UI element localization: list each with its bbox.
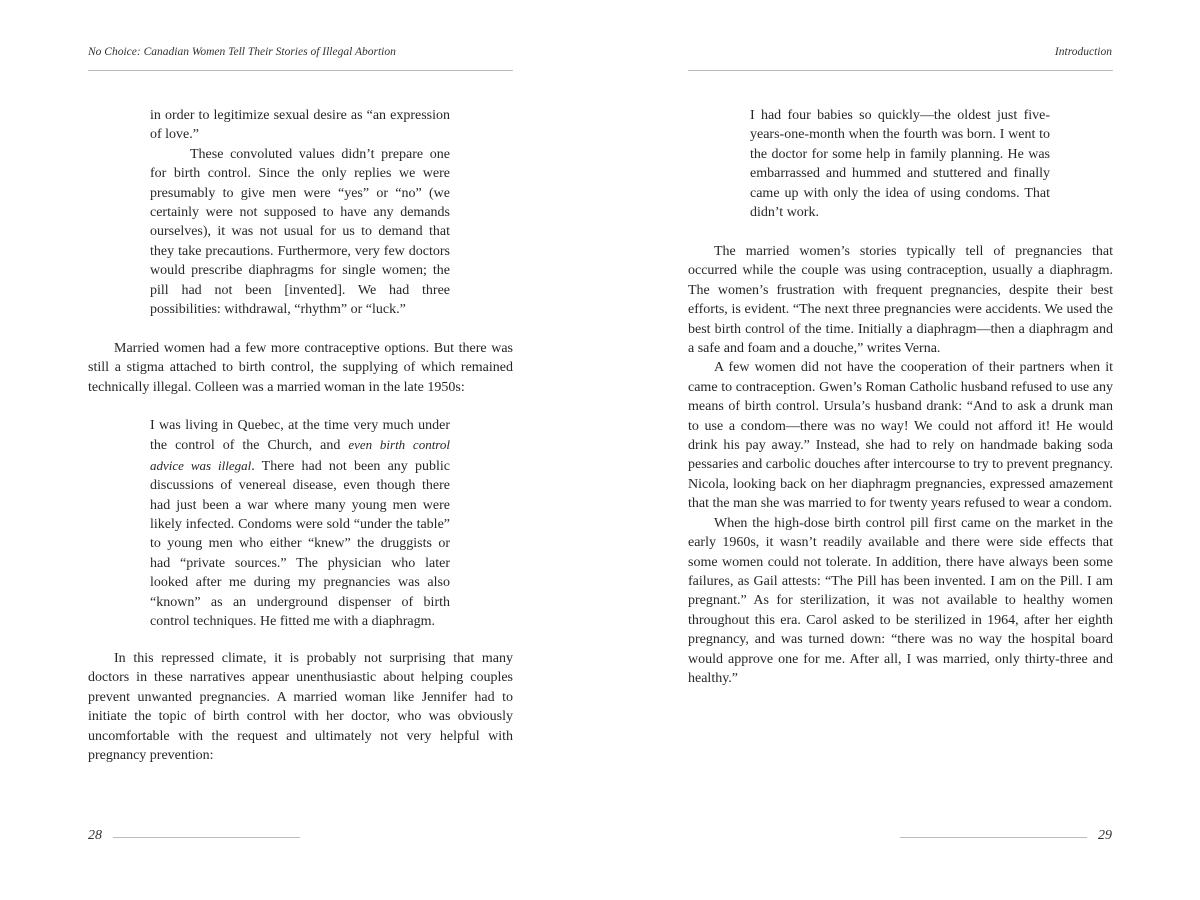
quote-paragraph: These convoluted values didn’t prepare one for birth control. Since the only replies we were presumably to give men were “yes” or “no” (we certainly were not supposed to have any demands ourselves), it was not usual for us to demand that they take precautions. Furthermore, very few doctors would prescribe diaphragms for single women; the pill had not been [invented]. We had three possibilities: withdrawal, “rhythm” or “luck.” — [150, 146, 450, 318]
block-quote — [150, 106, 450, 319]
page-number: 29 — [1098, 828, 1112, 843]
body-paragraph: Married women had a few more contraceptive options. But there was still a stigma attached to birth control, the supplying of which remained technically illegal. Colleen was a married woman in the late 1950s: — [88, 341, 513, 395]
footer-rule — [113, 837, 300, 838]
body-paragraph-block — [88, 649, 513, 765]
page-number: 28 — [88, 828, 102, 843]
body-paragraph-block — [688, 242, 1113, 688]
quote-paragraph — [150, 416, 450, 631]
quote-italic-text: even birth control advice was illegal — [150, 437, 450, 473]
quote-text: I was living in Quebec, at the time very much under the control of the Church, and — [150, 418, 450, 454]
body-paragraph: A few women did not have the cooperation of their partners when it came to contraception. Gwen’s Roman Catholic husband refused to use any means of birth control. Ursula’s husband drank: “And to ask a drunk man to use a condom—there was no way! We could not afford it! He would drink his pay away.” Instead, she had to rely on handmade baking soda pessaries and carbolic douches after intercourse to try to prevent pregnancy. Nicola, looking back on her diaphragm pregnancies, expressed amazement that the man she was married to for twenty years refused to wear a condom. — [688, 360, 1113, 512]
quote-text: . There had not been any public discussions of venereal disease, even though there had just been a war where many young men were likely infected. Condoms were sold “under the table” to young men who either “knew” the druggists or had “private sources.” The physician who later looked after me during my pregnancies was also “known” as an underground dispenser of birth control techniques. He fitted me with a diaphragm. — [150, 458, 450, 630]
body-paragraph: In this repressed climate, it is probably not surprising that many doctors in these narratives appear unenthusiastic about helping couples prevent unwanted pregnancies. A married woman like Jennifer had to initiate the topic of birth control with her doctor, who was obviously uncomfortable with the request and ultimately not very helpful with pregnancy prevention: — [88, 651, 513, 764]
body-paragraph: When the high-dose birth control pill first came on the market in the early 1960s, it wasn’t readily available and there were side effects that some women could not tolerate. In addition, there have always been some failures, as Gail attests: “The Pill has been invented. I am on the Pill. I am pregnant.” As for sterilization, it was not available to healthy women throughout this era. Carol asked to be sterilized in 1964, after her eighth pregnancy, and was turned down: “there was no way the hospital board would approve one for me. After all, I was married, only thirty-three and healthy.” — [688, 515, 1113, 686]
right-page — [600, 0, 1200, 900]
quote-paragraph: in order to legitimize sexual desire as “an expression of love.” — [150, 108, 450, 143]
body-paragraph: The married women’s stories typically tell of pregnancies that occurred while the couple was using contraception, usually a diaphragm. The women’s frustration with frequent pregnancies, despite their best efforts, is evident. “The next three pregnancies were accidents. We used the best birth control of the time. Initially a diaphragm—then a diaphragm and a safe and foam and a douche,” writes Verna. — [688, 244, 1113, 357]
body-paragraph-block — [88, 339, 513, 397]
running-head-chapter-title: Introduction — [1054, 46, 1112, 58]
header-rule — [88, 70, 513, 71]
running-head-book-title: No Choice: Canadian Women Tell Their Stories of Illegal Abortion — [88, 46, 396, 58]
block-quote — [750, 106, 1050, 222]
header-rule — [688, 70, 1113, 71]
block-quote — [150, 416, 450, 631]
quote-paragraph: I had four babies so quickly—the oldest just five-years-one-month when the fourth was born. I went to the doctor for some help in family planning. He was embarrassed and hummed and stuttered and finally came up with only the idea of using condoms. That didn’t work. — [750, 108, 1050, 221]
footer-rule — [900, 837, 1087, 838]
